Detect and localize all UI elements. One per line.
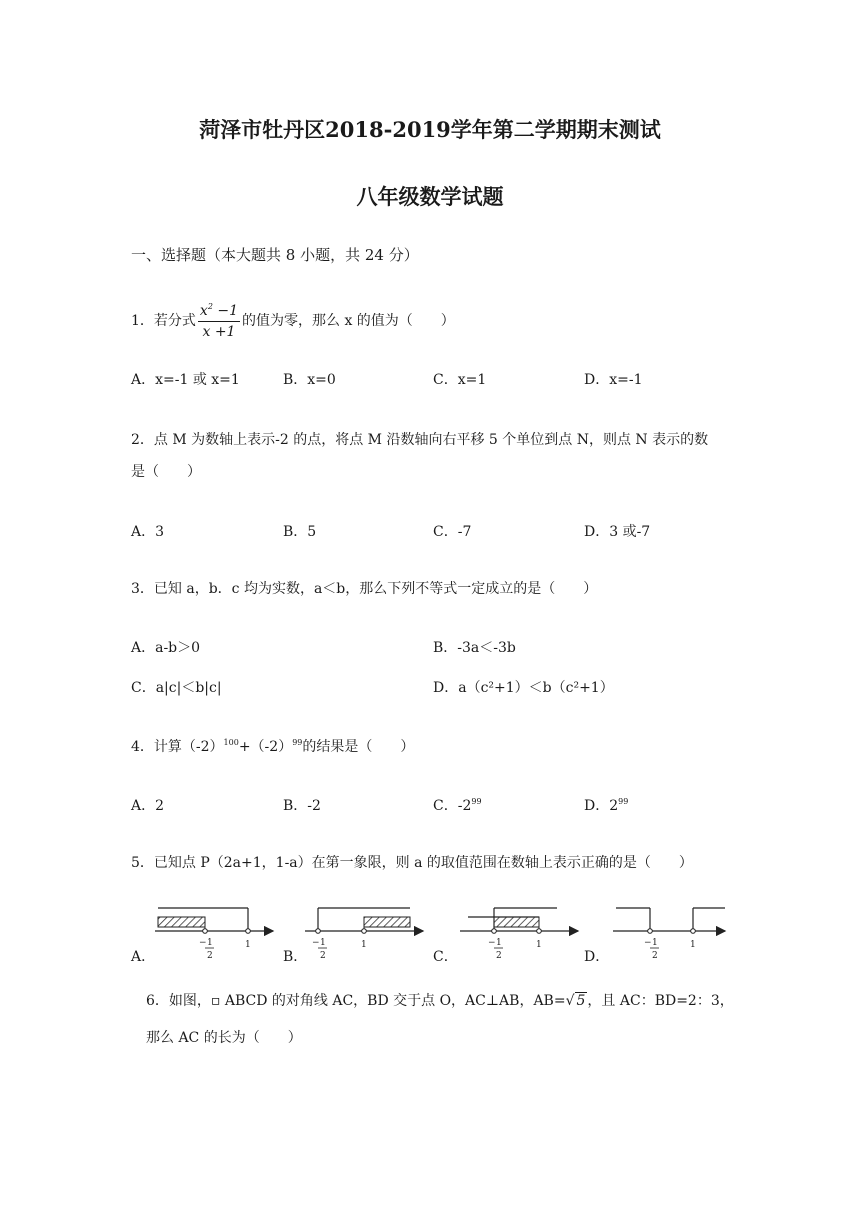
tick-label-neg-half-a bbox=[199, 938, 214, 961]
q5-figure-a bbox=[155, 908, 273, 933]
q5-text: 5．已知点 P（2a+1，1-a）在第一象限，则 a 的取值范围在数轴上表示正确的是（ ） bbox=[131, 855, 693, 871]
svg-text:2: 2 bbox=[320, 951, 326, 961]
tick-label-neg-half-d bbox=[644, 938, 659, 961]
q2-option-d: D．3 或-7 bbox=[584, 524, 651, 540]
q5-option-a-label: A． bbox=[131, 949, 156, 965]
q4-option-a: A．2 bbox=[131, 798, 165, 814]
tick-label-one-d: 1 bbox=[690, 940, 696, 950]
svg-text:1: 1 bbox=[652, 938, 658, 948]
q5-figure-b bbox=[305, 908, 423, 933]
svg-text:2: 2 bbox=[652, 951, 658, 961]
sqrt-symbol: √ 5 bbox=[565, 993, 586, 1009]
svg-text:1: 1 bbox=[207, 938, 213, 948]
q2-option-c: C．-7 bbox=[433, 524, 472, 540]
q1-number: 1． bbox=[131, 313, 154, 329]
q5-figure-d bbox=[613, 908, 725, 933]
q1-option-c: C．x=1 bbox=[433, 372, 487, 388]
svg-text:2: 2 bbox=[207, 951, 213, 961]
svg-text:−: − bbox=[199, 938, 207, 948]
q3-option-c: C．a|c|＜b|c| bbox=[131, 680, 222, 696]
q3-text: 3．已知 a，b．c 均为实数，a＜b，那么下列不等式一定成立的是（ ） bbox=[131, 581, 598, 597]
q5-figure-c bbox=[460, 908, 578, 933]
q1-option-d: D．x=-1 bbox=[584, 372, 643, 388]
q2-line1: 2．点 M 为数轴上表示-2 的点，将点 M 沿数轴向右平移 5 个单位到点 N，则点 N 表示的数 bbox=[131, 432, 709, 448]
page-subtitle: 八年级数学试题 bbox=[356, 184, 504, 209]
page-title: 菏泽市牡丹区2018-2019学年第二学期期末测试 bbox=[199, 117, 661, 142]
svg-text:−: − bbox=[644, 938, 652, 948]
q4-option-c: C．$-2^{99}$ bbox=[433, 797, 482, 814]
q4-option-d: D．$2^{99}$ bbox=[584, 797, 629, 814]
q6-line2: 那么 AC 的长为（ ） bbox=[146, 1030, 302, 1046]
q6-line1: 6．如图，▫ ABCD 的对角线 AC，BD 交于点 O，AC⊥AB，AB=√ 5 ，且 AC：BD=2：3， bbox=[146, 993, 734, 1009]
q5-option-d-label: D． bbox=[584, 949, 610, 965]
q4-option-b: B．-2 bbox=[283, 798, 321, 814]
q1-fraction: $\frac{x^2 -1}{x +1}$ bbox=[199, 302, 239, 340]
q5-option-b-label: B． bbox=[283, 949, 308, 965]
svg-text:2: 2 bbox=[496, 951, 502, 961]
question-1 bbox=[131, 302, 455, 340]
q1-prefix: 若分式 bbox=[153, 313, 196, 329]
tick-label-one-b: 1 bbox=[361, 940, 367, 950]
section-heading: 一、选择题（本大题共 8 小题，共 24 分） bbox=[131, 246, 419, 264]
q3-option-b: B．-3a＜-3b bbox=[433, 640, 516, 656]
q4-text: 4．计算$(-2)^{100}+(-2)^{99}$的结果是（ ） bbox=[131, 738, 415, 755]
q3-option-a: A．a-b＞0 bbox=[131, 640, 201, 656]
svg-text:−: − bbox=[312, 938, 320, 948]
q2-line2: 是（ ） bbox=[131, 464, 201, 480]
q2-option-a: A．3 bbox=[131, 524, 165, 540]
q5-option-c-label: C． bbox=[433, 949, 458, 965]
tick-label-neg-half-b bbox=[312, 938, 327, 961]
q2-option-b: B．5 bbox=[283, 524, 317, 540]
svg-text:−: − bbox=[488, 938, 496, 948]
q1-option-a: A．x=-1 或 x=1 bbox=[131, 372, 240, 388]
tick-label-one-a: 1 bbox=[245, 940, 251, 950]
q3-option-d: D．a（c²+1）＜b（c²+1） bbox=[433, 680, 614, 696]
svg-text:1: 1 bbox=[320, 938, 326, 948]
q1-suffix: 的值为零，那么 x 的值为（ ） bbox=[242, 313, 455, 329]
tick-label-one-c: 1 bbox=[536, 940, 542, 950]
q1-option-b: B．x=0 bbox=[283, 372, 336, 388]
tick-label-neg-half-c bbox=[488, 938, 503, 961]
svg-text:1: 1 bbox=[496, 938, 502, 948]
